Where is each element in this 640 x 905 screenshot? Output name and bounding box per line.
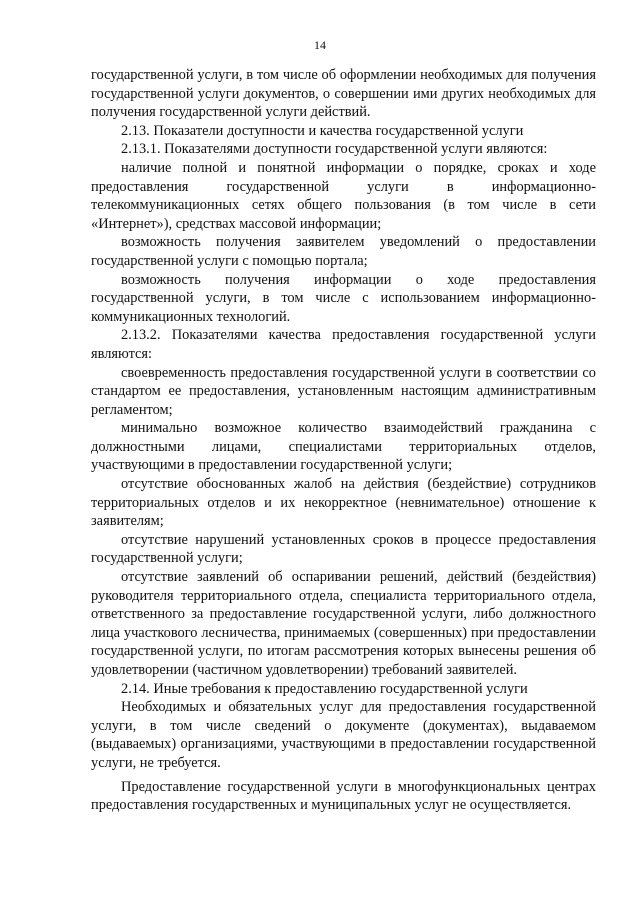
document-body [91, 66, 596, 815]
list-item-minimal-interactions: минимально возможное количество взаимодействий гражданина с должностными лицами, специалистами территориальных отделов, участвующими в предоставлении государственной услуги; [91, 420, 596, 474]
section-heading-2-14: 2.14. Иные требования к предоставлению государственной услуги [121, 680, 528, 697]
list-item-information-availability: наличие полной и понятной информации о порядке, сроках и ходе предоставления государственной услуги в информационно-телекоммуникационных сетях общего пользования (в том числе в сети «Интернет»), средствах массовой информации; [91, 159, 596, 232]
list-item-notifications: возможность получения заявителем уведомлений о предоставлении государственной услуги с помощью портала; [91, 234, 596, 269]
subsection-heading-2-13-2: 2.13.2. Показателями качества предоставления государственной услуги являются: [91, 327, 596, 362]
subsection-heading-2-13-1: 2.13.1. Показателями доступности государственной услуги являются: [121, 141, 548, 158]
list-item-timeliness: своевременность предоставления государственной услуги в соответствии со стандартом ее предоставления, установленным настоящим административным регламентом; [91, 364, 596, 418]
list-item-no-complaints: отсутствие обоснованных жалоб на действия (бездействие) сотрудников территориальных отделов и их некорректное (невнимательное) отношение к заявителям; [91, 476, 596, 530]
paragraph-mfc: Предоставление государственной услуги в многофункциональных центрах предоставления государственных и муниципальных услуг не осуществляется. [91, 778, 596, 814]
section-heading-2-13: 2.13. Показатели доступности и качества государственной услуги [121, 122, 524, 139]
list-item-progress-information: возможность получения информации о ходе предоставления государственной услуги, в том числе с использованием информационно-коммуникационных технологий. [91, 271, 596, 325]
page-number: 14 [314, 38, 326, 52]
paragraph-mandatory-services: Необходимых и обязательных услуг для предоставления государственной услуги, в том числе сведений о документе (документах), выдаваемом (выдаваемых) организациями, участвующими в предоставлении государственной услуги, не требуется. [91, 699, 596, 771]
paragraph-continuation: государственной услуги, в том числе об оформлении необходимых для получения государственной услуги документов, о совершении ими других необходимых для получения государственной услуги действий. [91, 67, 596, 121]
list-item-no-appeals: отсутствие заявлений об оспаривании решений, действий (бездействия) руководителя территориального отдела, специалиста территориального отдела, ответственного за предоставление государственной услуги, либо должностного лица участкового лесничества, принимаемых (совершенных) при предоставлении государственной услуги, по итогам рассмотрения которых вынесены решения об удовлетворении (частичном удовлетворении) требований заявителей. [91, 569, 596, 678]
list-item-no-deadline-violations: отсутствие нарушений установленных сроков в процессе предоставления государственной услуги; [91, 531, 596, 567]
